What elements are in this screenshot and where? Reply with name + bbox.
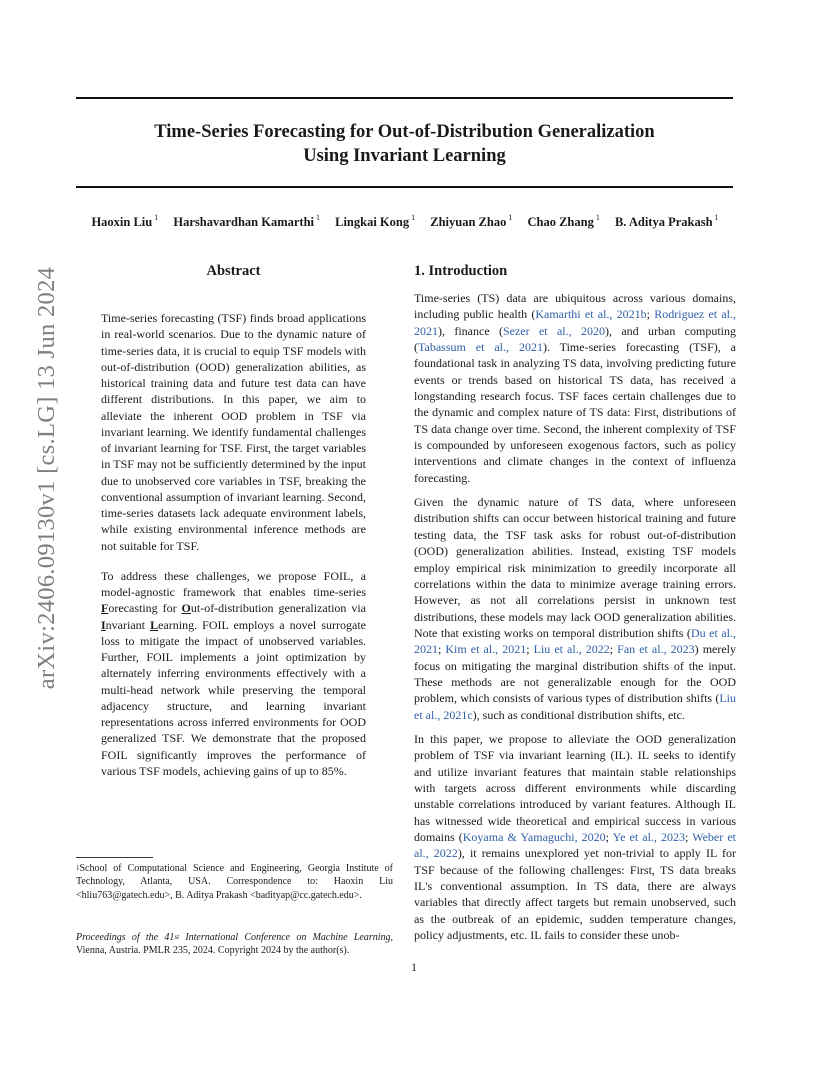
author [91, 215, 158, 229]
author-name: Zhiyuan Zhao [430, 215, 507, 229]
author-name: B. Aditya Prakash [614, 215, 713, 229]
text-run: In this paper, we propose to alleviate the OOD generalization problem of TSF via invariant learning (IL). IL seeks to identify and utilize invariant features that maintain stable relationships with targets across different environments while discarding unstable correlations introduced by variant features. Although IL has witnessed wide theoretical and empirical success in various domains ( [414, 731, 736, 844]
author-name: Lingkai Kong [335, 215, 410, 229]
acronym-letter: L [150, 617, 159, 632]
footnote-mark: 1 [76, 864, 80, 872]
citation-link[interactable]: Liu et al., 2021c [414, 691, 736, 722]
proceedings-note [76, 931, 393, 958]
author-name: Harshavardhan Kamarthi [173, 215, 314, 229]
proceedings-italic: International Conference on Machine Learning [179, 932, 391, 943]
acronym-letter: F [101, 601, 109, 616]
text-run: nvariant [105, 617, 151, 632]
abstract-heading: Abstract [206, 263, 261, 279]
top-rule [76, 97, 733, 99]
affiliation-mark: 1 [316, 213, 320, 222]
affiliation-mark: 1 [508, 213, 513, 222]
bottom-rule [76, 186, 733, 188]
citation-link[interactable]: Fan et al., 2023 [617, 642, 695, 657]
introduction-body [414, 290, 736, 943]
text-run: To address these challenges, we propose FOIL, a model-agnostic framework that enables time-series [101, 568, 366, 599]
title-line-2: Using Invariant Learning [303, 146, 506, 166]
text-run: ). Time-series forecasting (TSF), a foundational task in analyzing TS data, involving predicting future events or trends based on historical TS data, has received a longstanding research focus. TSF faces certain challenges due to the dynamic and complex nature of TS data: First, distributions of TS data change over time. Second, the inherent complexity of TSF is compounded by unforeseen exogenous factors, such as policy interventions and climate changes in the context of influenza forecasting. [414, 340, 736, 485]
author-name: Haoxin Liu [91, 215, 153, 229]
author-list [40, 215, 770, 230]
intro-paragraph [414, 494, 736, 723]
author [335, 215, 415, 229]
citation-link[interactable]: Sezer et al., 2020 [502, 323, 605, 338]
affiliation-mark: 1 [411, 213, 416, 222]
paper-title [76, 120, 733, 168]
citation-link[interactable]: Koyama & Yamaguchi, 2020 [462, 830, 606, 844]
abstract-body [101, 310, 366, 779]
affiliation-mark: 1 [714, 213, 719, 222]
text-run: ) merely focus on mitigating the marginal distribution shifts of the input. These methods are not generalizable enough for the OOD problem, which consists of various types of distribution shifts ( [414, 642, 737, 706]
text-run: ), and urban computing ( [414, 323, 736, 355]
title-line-1: Time-Series Forecasting for Out-of-Distribution Generalization [154, 122, 655, 142]
citation-link[interactable]: Du et al., 2021 [414, 625, 736, 657]
footnote-rule [76, 857, 153, 858]
citation-link[interactable]: Ye et al., 2023 [612, 830, 686, 844]
text-run: ), such as conditional distribution shifts, etc. [472, 707, 685, 722]
text-run: ut-of-distribution generalization via [190, 601, 366, 616]
author [173, 215, 320, 229]
affiliation-mark: 1 [595, 213, 600, 222]
proceedings-text: , Vienna, Austria. PMLR 235, 2024. Copyright 2024 by the author(s). [76, 932, 394, 957]
author [430, 215, 512, 229]
acronym-letter: O [181, 601, 191, 616]
intro-paragraph [414, 731, 736, 943]
text-run: ; [438, 642, 446, 657]
ordinal-suffix: st [174, 933, 180, 941]
page-number: 1 [411, 960, 417, 974]
abstract-column [101, 262, 366, 779]
citation-link[interactable]: Rodriguez et al., 2021 [414, 307, 736, 338]
intro-paragraph [414, 290, 736, 486]
author-name: Chao Zhang [527, 215, 594, 229]
abstract-paragraph [101, 568, 366, 779]
introduction-column [414, 262, 736, 943]
citation-link[interactable]: Liu et al., 2022 [533, 642, 610, 657]
text-run: orecasting for [108, 601, 182, 616]
affiliation-mark: 1 [154, 213, 159, 222]
text-run: Given the dynamic nature of TS data, where unforeseen distribution shifts can occur between historical training and future testing data, the TSF task asks for robust out-of-distribution (OOD) generalization abilities. Instead, existing TSF models employ empirical risk minimization to greedily incorporate all correlations within the data to minimize average training errors. However, as not all correlations persist in unknown test distributions, these models may lack OOD generalization abilities. Note that existing works on temporal distribution shifts ( [414, 495, 736, 640]
text-run: ; [685, 830, 693, 844]
text-run: ; [605, 830, 613, 844]
proceedings-italic: Proceedings of the 41 [76, 932, 175, 943]
citation-link[interactable]: Weber et al., 2022 [414, 830, 736, 861]
citation-link[interactable]: Kim et al., 2021 [445, 642, 527, 657]
text-run: ; [609, 642, 618, 657]
text-run: earning. FOIL employs a novel surrogate loss to mitigate the impact of unobserved variables. Further, FOIL implements a joint optimization by alternately inferring environments effectively with a multi-head network while preserving the temporal adjacency structure, and learning invariant representations across inferred environments for OOD generalized TSF. We demonstrate that the proposed FOIL significantly improves the performance of various TSF models, achieving gains of up to 85%. [101, 617, 366, 778]
footnote [76, 862, 393, 902]
text-run: ), finance ( [438, 323, 503, 338]
author [615, 215, 719, 229]
text-run: ; [526, 642, 534, 657]
citation-link[interactable]: Kamarthi et al., 2021b [535, 307, 647, 322]
author [527, 215, 599, 229]
text-run: ), it remains unexplored yet non-trivial to apply IL for TSF because of the following challenges: First, TS data breaks IL's conventional assumption. In TS data, there are always variables that directly affect targets but remain unobserved, such as the outbreak of an epidemic, sudden temperature changes, policy adjustments, etc. IL fails to consider these unob- [414, 846, 736, 943]
footnote-text: School of Computational Science and Engineering, Georgia Institute of Technology, Atlanta, USA. Correspondence to: Haoxin Liu <hliu763@gatech.edu>, B. Aditya Prakash <badityap@cc.gatech.edu>. [76, 863, 393, 901]
arxiv-stamp-text: arXiv:2406.09130v1 [cs.LG] 13 Jun 2024 [33, 266, 60, 690]
abstract-paragraph: Time-series forecasting (TSF) finds broad applications in real-world scenarios. Due to the dynamic nature of time-series data, it is crucial to equip TSF models with out-of-distribution (OOD) generalization abilities, as historical training data and future test data can have different distributions. In this paper, we aim to alleviate the inherent OOD problem in TSF via invariant learning. We identify fundamental challenges of invariant learning for TSF. First, the target variables in TSF may not be sufficiently determined by the input due to unobserved core variables in TSF, breaking the conventional assumption of invariant learning. Second, time-series datasets lack adequate environment labels, while existing environmental inference methods are not suitable for TSF. [101, 311, 366, 553]
text-run: ; [646, 307, 655, 322]
text-run: Time-series (TS) data are ubiquitous across various domains, including public health ( [414, 291, 736, 322]
citation-link[interactable]: Tabassum et al., 2021 [418, 340, 543, 355]
acronym-letter: I [101, 617, 106, 632]
section-heading: 1. Introduction [414, 263, 508, 279]
